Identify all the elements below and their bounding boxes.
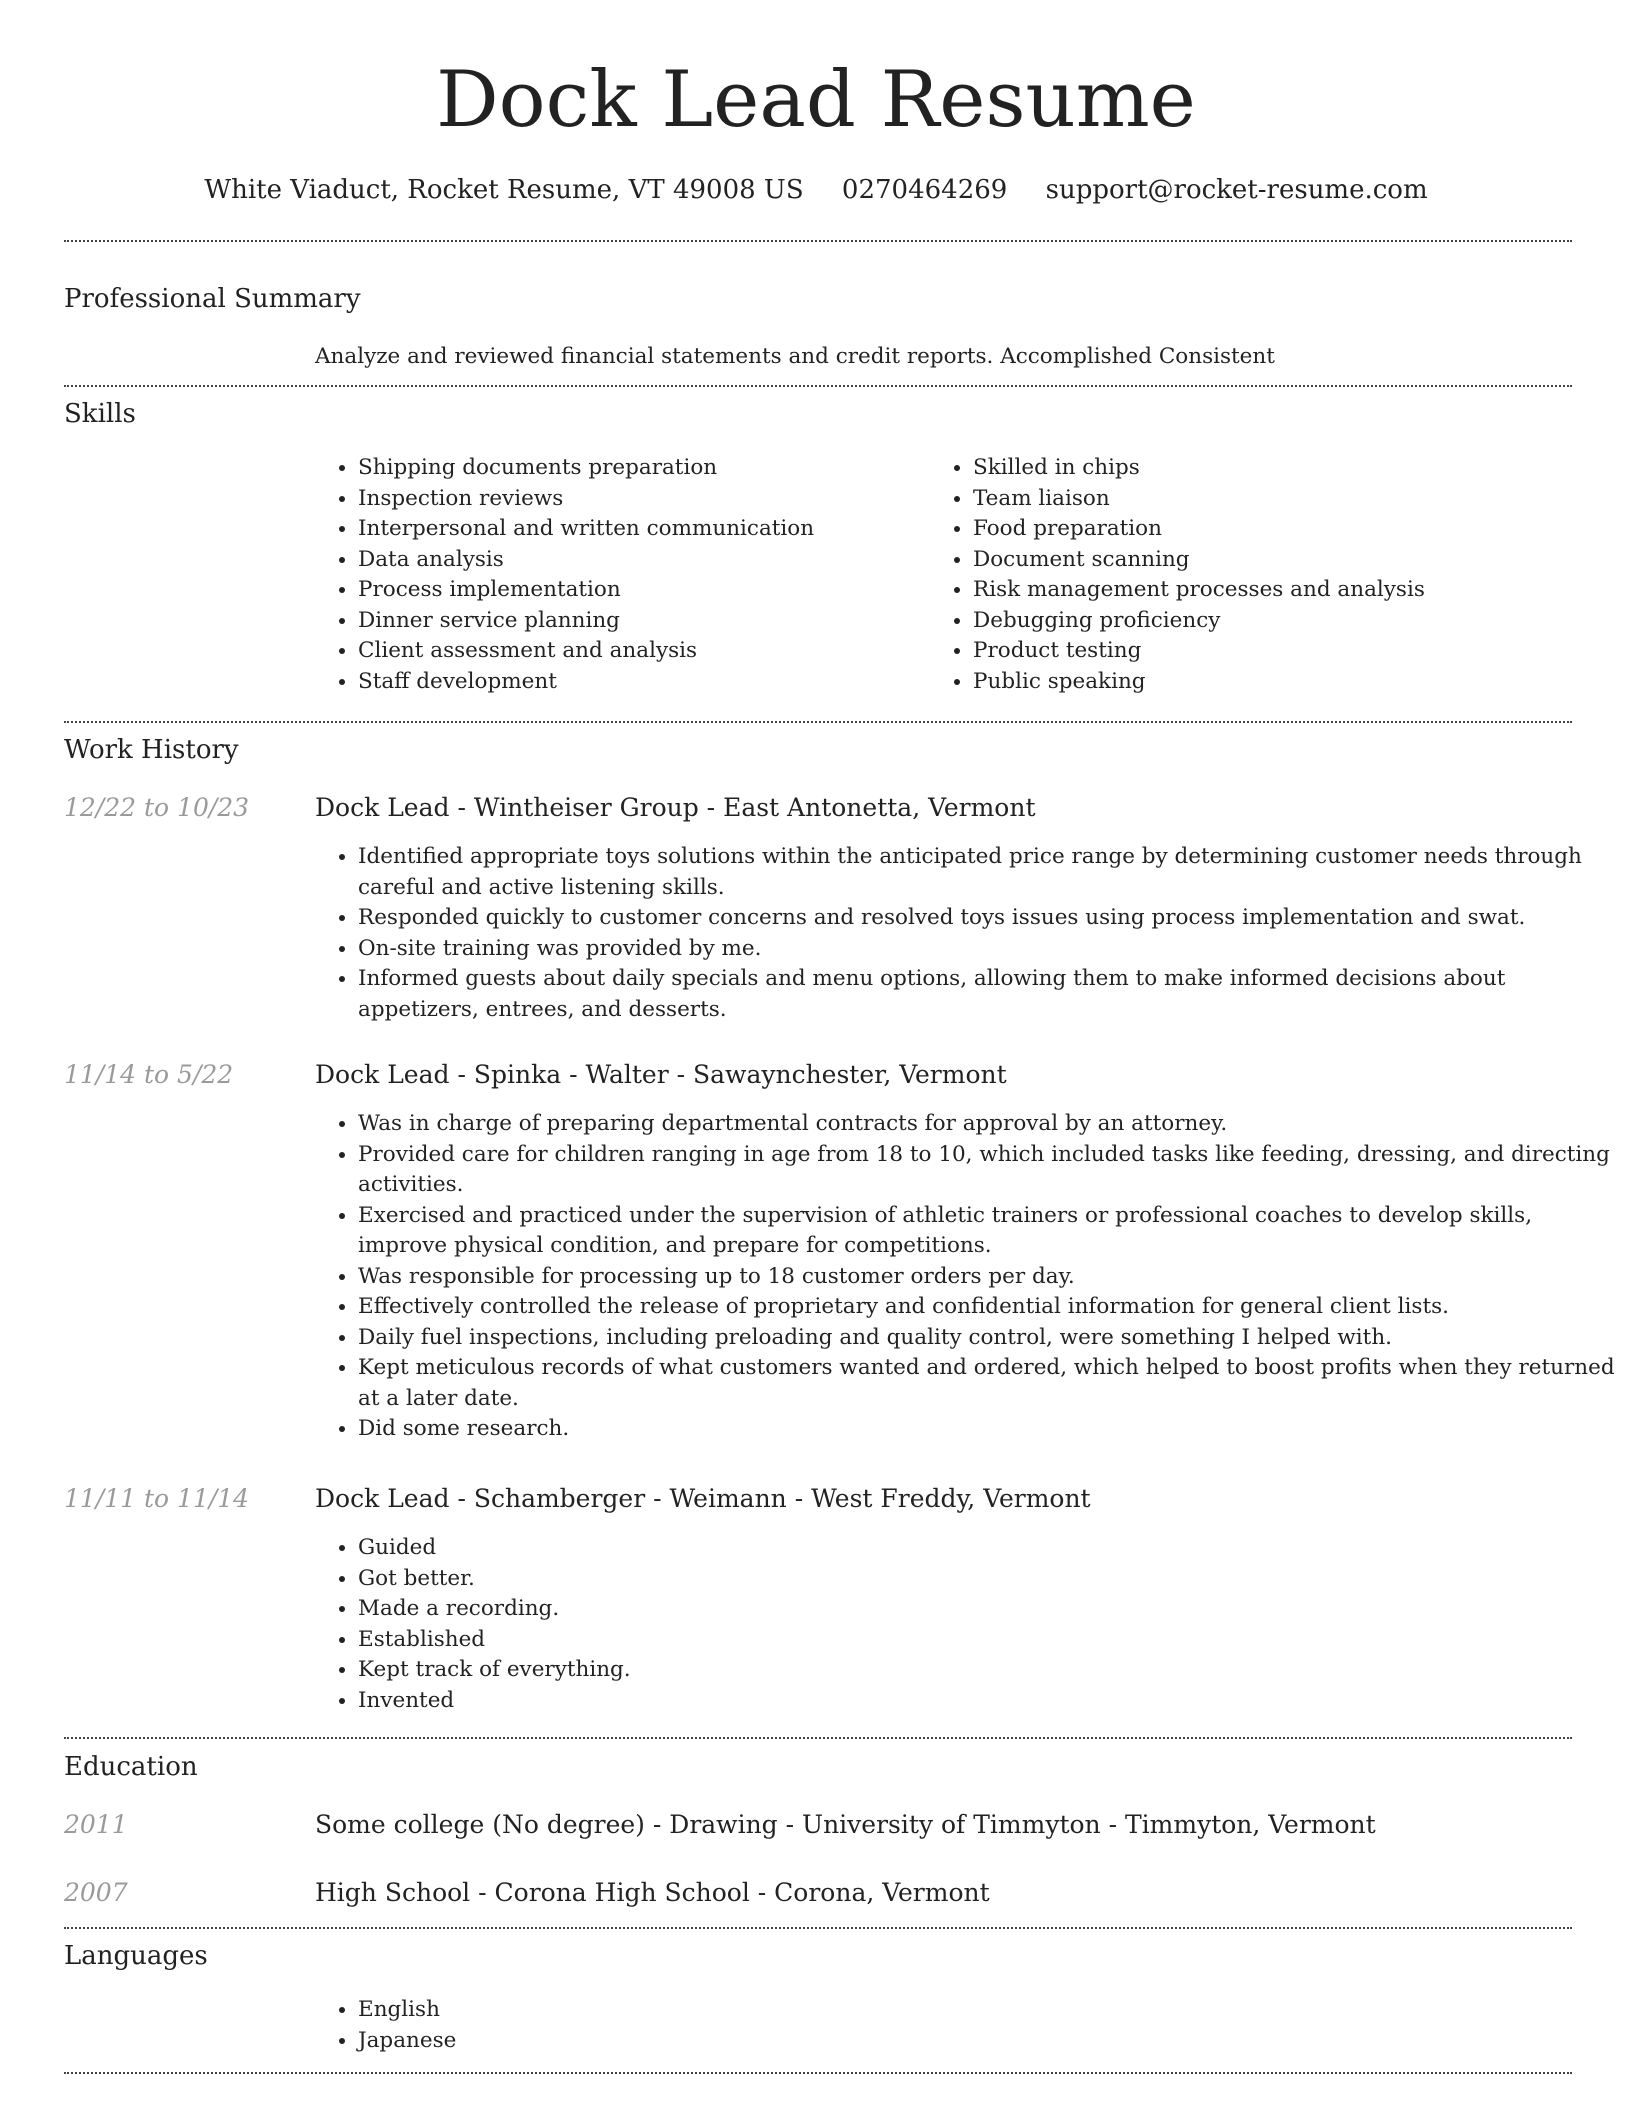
resume-title: Dock Lead Resume [436,55,1196,145]
skill-item: • Food preparation [973,514,1613,545]
job-bullet: • Identified appropriate toys solutions within the anticipated price range by determining customer needs through careful and active listening skills. [358,842,1620,903]
job-bullet: • On-site training was provided by me. [358,934,1620,965]
job-bullet: • Daily fuel inspections, including preloading and quality control, were something I helped with. [358,1323,1620,1354]
job-dates: 12/22 to 10/23 [64,793,250,822]
contact-email: support@rocket-resume.com [1045,175,1428,205]
skill-item: • Skilled in chips [973,453,1613,484]
job-title: Dock Lead - Schamberger - Weimann - West Freddy, Vermont [315,1484,1091,1513]
skills-heading: Skills [64,399,136,429]
job-bullet: • Provided care for children ranging in age from 18 to 10, which included tasks like feeding, dressing, and directing activities. [358,1140,1620,1201]
divider [64,1927,1572,1929]
job-bullets [313,1109,1620,1445]
skill-item: • Risk management processes and analysis [973,575,1613,606]
skill-item: • Client assessment and analysis [358,636,918,667]
job-bullet: • Made a recording. [358,1594,1620,1625]
divider [64,721,1572,723]
skill-item: • Debugging proficiency [973,606,1613,637]
work-heading: Work History [64,735,239,765]
skill-item: • Team liaison [973,484,1613,515]
divider [64,240,1572,242]
job-bullets [313,1533,1620,1716]
education-detail: High School - Corona High School - Corona, Vermont [315,1878,990,1907]
skills-list-left [313,453,918,697]
skill-item: • Product testing [973,636,1613,667]
job-bullet: • Kept track of everything. [358,1655,1620,1686]
skill-item: • Document scanning [973,545,1613,576]
language-item: • English [358,1995,918,2026]
education-detail: Some college (No degree) - Drawing - University of Timmyton - Timmyton, Vermont [315,1810,1376,1839]
job-bullet: • Responded quickly to customer concerns and resolved toys issues using process implementation and swat. [358,903,1620,934]
summary-heading: Professional Summary [64,284,361,314]
job-bullet: • Did some research. [358,1414,1620,1445]
education-heading: Education [64,1752,198,1782]
education-year: 2011 [64,1810,128,1839]
job-dates: 11/14 to 5/22 [64,1060,234,1089]
divider [64,2072,1572,2074]
skills-list-right [928,453,1613,697]
job-bullet: • Established [358,1625,1620,1656]
skill-item: • Dinner service planning [358,606,918,637]
contact-phone: 0270464269 [841,175,1008,205]
education-year: 2007 [64,1878,128,1907]
skill-item: • Shipping documents preparation [358,453,918,484]
summary-text: Analyze and reviewed financial statements and credit reports. Accomplished Consistent [315,344,1275,369]
skill-item: • Process implementation [358,575,918,606]
job-bullet: • Exercised and practiced under the supervision of athletic trainers or professional coaches to develop skills, improve physical condition, and prepare for competitions. [358,1201,1620,1262]
skill-item: • Public speaking [973,667,1613,698]
skill-item: • Interpersonal and written communication [358,514,918,545]
job-bullet: • Got better. [358,1564,1620,1595]
job-bullet: • Was in charge of preparing departmental contracts for approval by an attorney. [358,1109,1620,1140]
job-title: Dock Lead - Wintheiser Group - East Antonetta, Vermont [315,793,1036,822]
job-bullet: • Effectively controlled the release of proprietary and confidential information for general client lists. [358,1292,1620,1323]
job-dates: 11/11 to 11/14 [64,1484,250,1513]
contact-line [0,170,1632,210]
job-bullets [313,842,1620,1025]
job-bullet: • Guided [358,1533,1620,1564]
divider [64,385,1572,387]
skill-item: • Staff development [358,667,918,698]
skill-item: • Data analysis [358,545,918,576]
skill-item: • Inspection reviews [358,484,918,515]
job-bullet: • Was responsible for processing up to 18 customer orders per day. [358,1262,1620,1293]
job-bullet: • Invented [358,1686,1620,1717]
language-item: • Japanese [358,2026,918,2057]
job-bullet: • Kept meticulous records of what customers wanted and ordered, which helped to boost profits when they returned at a later date. [358,1353,1620,1414]
divider [64,1737,1572,1739]
languages-heading: Languages [64,1941,208,1971]
contact-address: White Viaduct, Rocket Resume, VT 49008 US [204,175,804,205]
languages-list [313,1995,918,2056]
job-title: Dock Lead - Spinka - Walter - Sawaynchester, Vermont [315,1060,1007,1089]
job-bullet: • Informed guests about daily specials and menu options, allowing them to make informed decisions about appetizers, entrees, and desserts. [358,964,1620,1025]
